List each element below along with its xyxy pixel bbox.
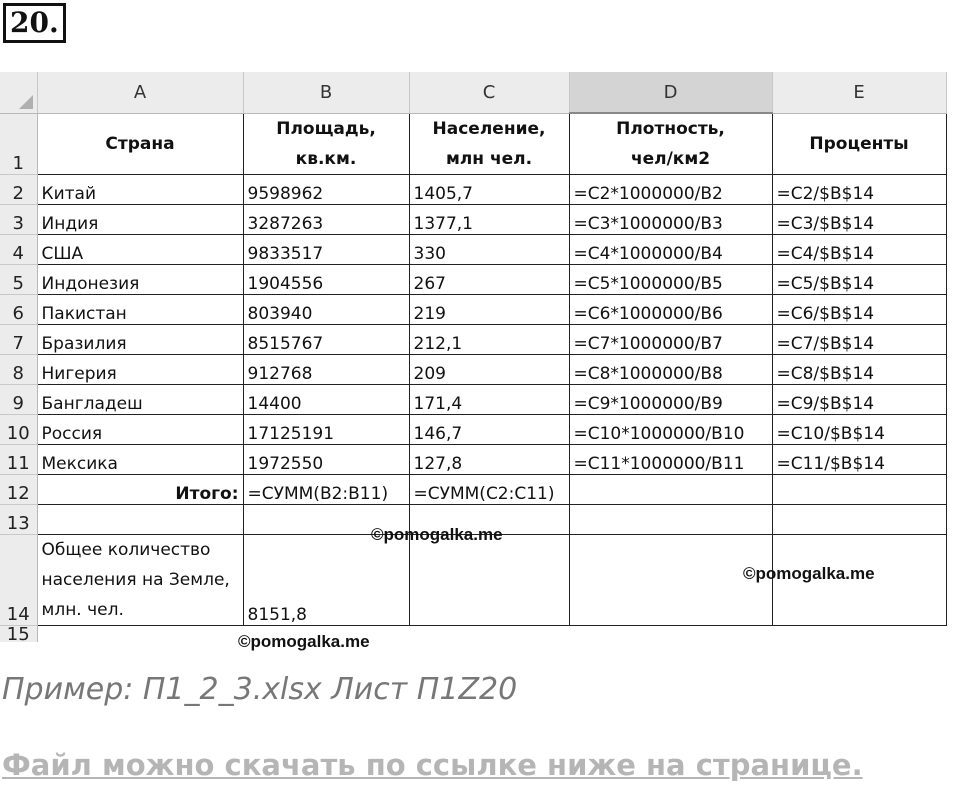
column-header-c[interactable]: C	[409, 72, 569, 113]
cell-population[interactable]: 1377,1	[409, 205, 569, 235]
cell-country[interactable]: Китай	[37, 175, 243, 205]
row-header[interactable]: 7	[0, 325, 37, 355]
row-header[interactable]: 9	[0, 385, 37, 415]
cell-area-sum-formula[interactable]: =СУММ(B2:B11)	[243, 475, 409, 505]
cell-text: Плотность,	[616, 119, 725, 139]
cell-country[interactable]: Индонезия	[37, 265, 243, 295]
cell-population-sum-formula[interactable]: =СУММ(C2:C11)	[409, 475, 569, 505]
cell-density-formula[interactable]: =C6*1000000/B6	[569, 295, 772, 325]
cell-percent-formula[interactable]: =C7/$B$14	[772, 325, 946, 355]
example-caption: Пример: П1_2_3.xlsx Лист П1Z20	[2, 672, 518, 707]
cell-density-formula[interactable]: =C4*1000000/B4	[569, 235, 772, 265]
cell-empty[interactable]	[569, 505, 772, 535]
cell-text: кв.км.	[295, 148, 357, 169]
cell-population[interactable]: 171,4	[409, 385, 569, 415]
cell-text: Проценты	[809, 133, 909, 154]
select-all-icon	[19, 95, 33, 109]
cell-percent-formula[interactable]: =C5/$B$14	[772, 265, 946, 295]
table-row	[0, 325, 946, 355]
table-row	[0, 445, 946, 475]
watermark: ©pomogalka.me	[743, 564, 875, 583]
cell-text: Население,	[432, 118, 546, 139]
table-row	[0, 113, 946, 175]
table-row	[0, 235, 946, 265]
cell-density-formula[interactable]: =C3*1000000/B3	[569, 205, 772, 235]
cell-population[interactable]: 330	[409, 235, 569, 265]
cell-empty[interactable]	[37, 505, 243, 535]
cell-area[interactable]: 17125191	[243, 415, 409, 445]
cell-area[interactable]: 1904556	[243, 265, 409, 295]
table-row	[0, 205, 946, 235]
row-header[interactable]: 10	[0, 415, 37, 445]
cell-empty[interactable]	[409, 626, 569, 643]
cell-country[interactable]: Нигерия	[37, 355, 243, 385]
column-header-a[interactable]: A	[37, 72, 243, 113]
row-header[interactable]: 15	[0, 626, 37, 643]
cell-b1[interactable]	[243, 113, 409, 175]
cell-area[interactable]: 9833517	[243, 235, 409, 265]
cell-empty[interactable]	[569, 475, 772, 505]
cell-area[interactable]: 803940	[243, 295, 409, 325]
table-row	[0, 175, 946, 205]
watermark: ©pomogalka.me	[371, 525, 503, 544]
row-header[interactable]: 2	[0, 175, 37, 205]
cell-density-formula[interactable]: =C5*1000000/B5	[569, 265, 772, 295]
cell-density-formula[interactable]: =C9*1000000/B9	[569, 385, 772, 415]
cell-e1[interactable]	[772, 113, 946, 175]
cell-percent-formula[interactable]: =C11/$B$14	[772, 445, 946, 475]
row-header[interactable]: 4	[0, 235, 37, 265]
column-header-e[interactable]: E	[772, 72, 946, 113]
cell-a1[interactable]	[37, 113, 243, 175]
column-header-b[interactable]: B	[243, 72, 409, 113]
table-row	[0, 415, 946, 445]
select-all-corner[interactable]	[0, 72, 37, 113]
cell-country[interactable]: США	[37, 235, 243, 265]
cell-text: чел/км2	[630, 149, 711, 169]
row-header[interactable]: 1	[0, 113, 37, 175]
cell-total-label[interactable]: Итого:	[37, 475, 243, 505]
cell-area[interactable]: 912768	[243, 355, 409, 385]
cell-density-formula[interactable]: =C11*1000000/B11	[569, 445, 772, 475]
cell-world-population-value[interactable]: 8151,8	[243, 535, 409, 626]
cell-percent-formula[interactable]: =C8/$B$14	[772, 355, 946, 385]
cell-c1[interactable]	[409, 113, 569, 175]
cell-percent-formula[interactable]: =C3/$B$14	[772, 205, 946, 235]
cell-density-formula[interactable]: =C2*1000000/B2	[569, 175, 772, 205]
cell-empty[interactable]	[772, 505, 946, 535]
table-row	[0, 475, 946, 505]
cell-text: Площадь,	[276, 118, 376, 139]
cell-empty[interactable]	[37, 626, 243, 643]
cell-country[interactable]: Пакистан	[37, 295, 243, 325]
cell-empty[interactable]	[569, 535, 772, 626]
table-row	[0, 265, 946, 295]
column-header-d[interactable]: D	[569, 72, 772, 113]
cell-empty[interactable]	[569, 626, 772, 643]
cell-empty[interactable]	[772, 626, 946, 643]
task-number: 20.	[3, 3, 66, 43]
cell-population[interactable]: 1405,7	[409, 175, 569, 205]
cell-empty[interactable]	[409, 535, 569, 626]
row-header[interactable]: 8	[0, 355, 37, 385]
cell-country[interactable]: Мексика	[37, 445, 243, 475]
row-header[interactable]: 6	[0, 295, 37, 325]
cell-density-formula[interactable]: =C7*1000000/B7	[569, 325, 772, 355]
cell-country[interactable]: Бразилия	[37, 325, 243, 355]
cell-population[interactable]: 219	[409, 295, 569, 325]
table-row	[0, 626, 946, 643]
cell-percent-formula[interactable]: =C2/$B$14	[772, 175, 946, 205]
cell-area[interactable]: 14400	[243, 385, 409, 415]
cell-population[interactable]: 127,8	[409, 445, 569, 475]
cell-percent-formula[interactable]: =C10/$B$14	[772, 415, 946, 445]
cell-area[interactable]: 3287263	[243, 205, 409, 235]
cell-percent-formula[interactable]: =C9/$B$14	[772, 385, 946, 415]
cell-population[interactable]: 212,1	[409, 325, 569, 355]
sheet-grid	[0, 72, 947, 642]
cell-country[interactable]: Индия	[37, 205, 243, 235]
row-header[interactable]: 5	[0, 265, 37, 295]
cell-population[interactable]: 209	[409, 355, 569, 385]
cell-percent-formula[interactable]: =C4/$B$14	[772, 235, 946, 265]
cell-area[interactable]: 1972550	[243, 445, 409, 475]
table-row	[0, 355, 946, 385]
cell-area[interactable]: 9598962	[243, 175, 409, 205]
cell-empty[interactable]	[772, 475, 946, 505]
cell-percent-formula[interactable]: =C6/$B$14	[772, 295, 946, 325]
cell-population[interactable]: 267	[409, 265, 569, 295]
spreadsheet[interactable]	[0, 72, 960, 642]
cell-density-formula[interactable]: =C8*1000000/B8	[569, 355, 772, 385]
cell-country[interactable]: Бангладеш	[37, 385, 243, 415]
cell-country[interactable]: Россия	[37, 415, 243, 445]
watermark: ©pomogalka.me	[238, 632, 370, 651]
cell-area[interactable]: 8515767	[243, 325, 409, 355]
column-header-row	[0, 72, 946, 113]
row-header[interactable]: 3	[0, 205, 37, 235]
row-header[interactable]: 11	[0, 445, 37, 475]
row-header[interactable]: 12	[0, 475, 37, 505]
cell-d1[interactable]	[569, 113, 772, 175]
download-link[interactable]: Файл можно скачать по ссылке ниже на странице.	[2, 748, 863, 782]
cell-text: Страна	[105, 133, 175, 154]
table-row	[0, 385, 946, 415]
cell-density-formula[interactable]: =C10*1000000/B10	[569, 415, 772, 445]
cell-population[interactable]: 146,7	[409, 415, 569, 445]
cell-world-population-label[interactable]: Общее количество населения на Земле, млн. чел.	[37, 535, 243, 626]
table-row	[0, 295, 946, 325]
cell-text: млн чел.	[445, 148, 533, 169]
row-header[interactable]: 13	[0, 505, 37, 535]
row-header[interactable]: 14	[0, 535, 37, 626]
